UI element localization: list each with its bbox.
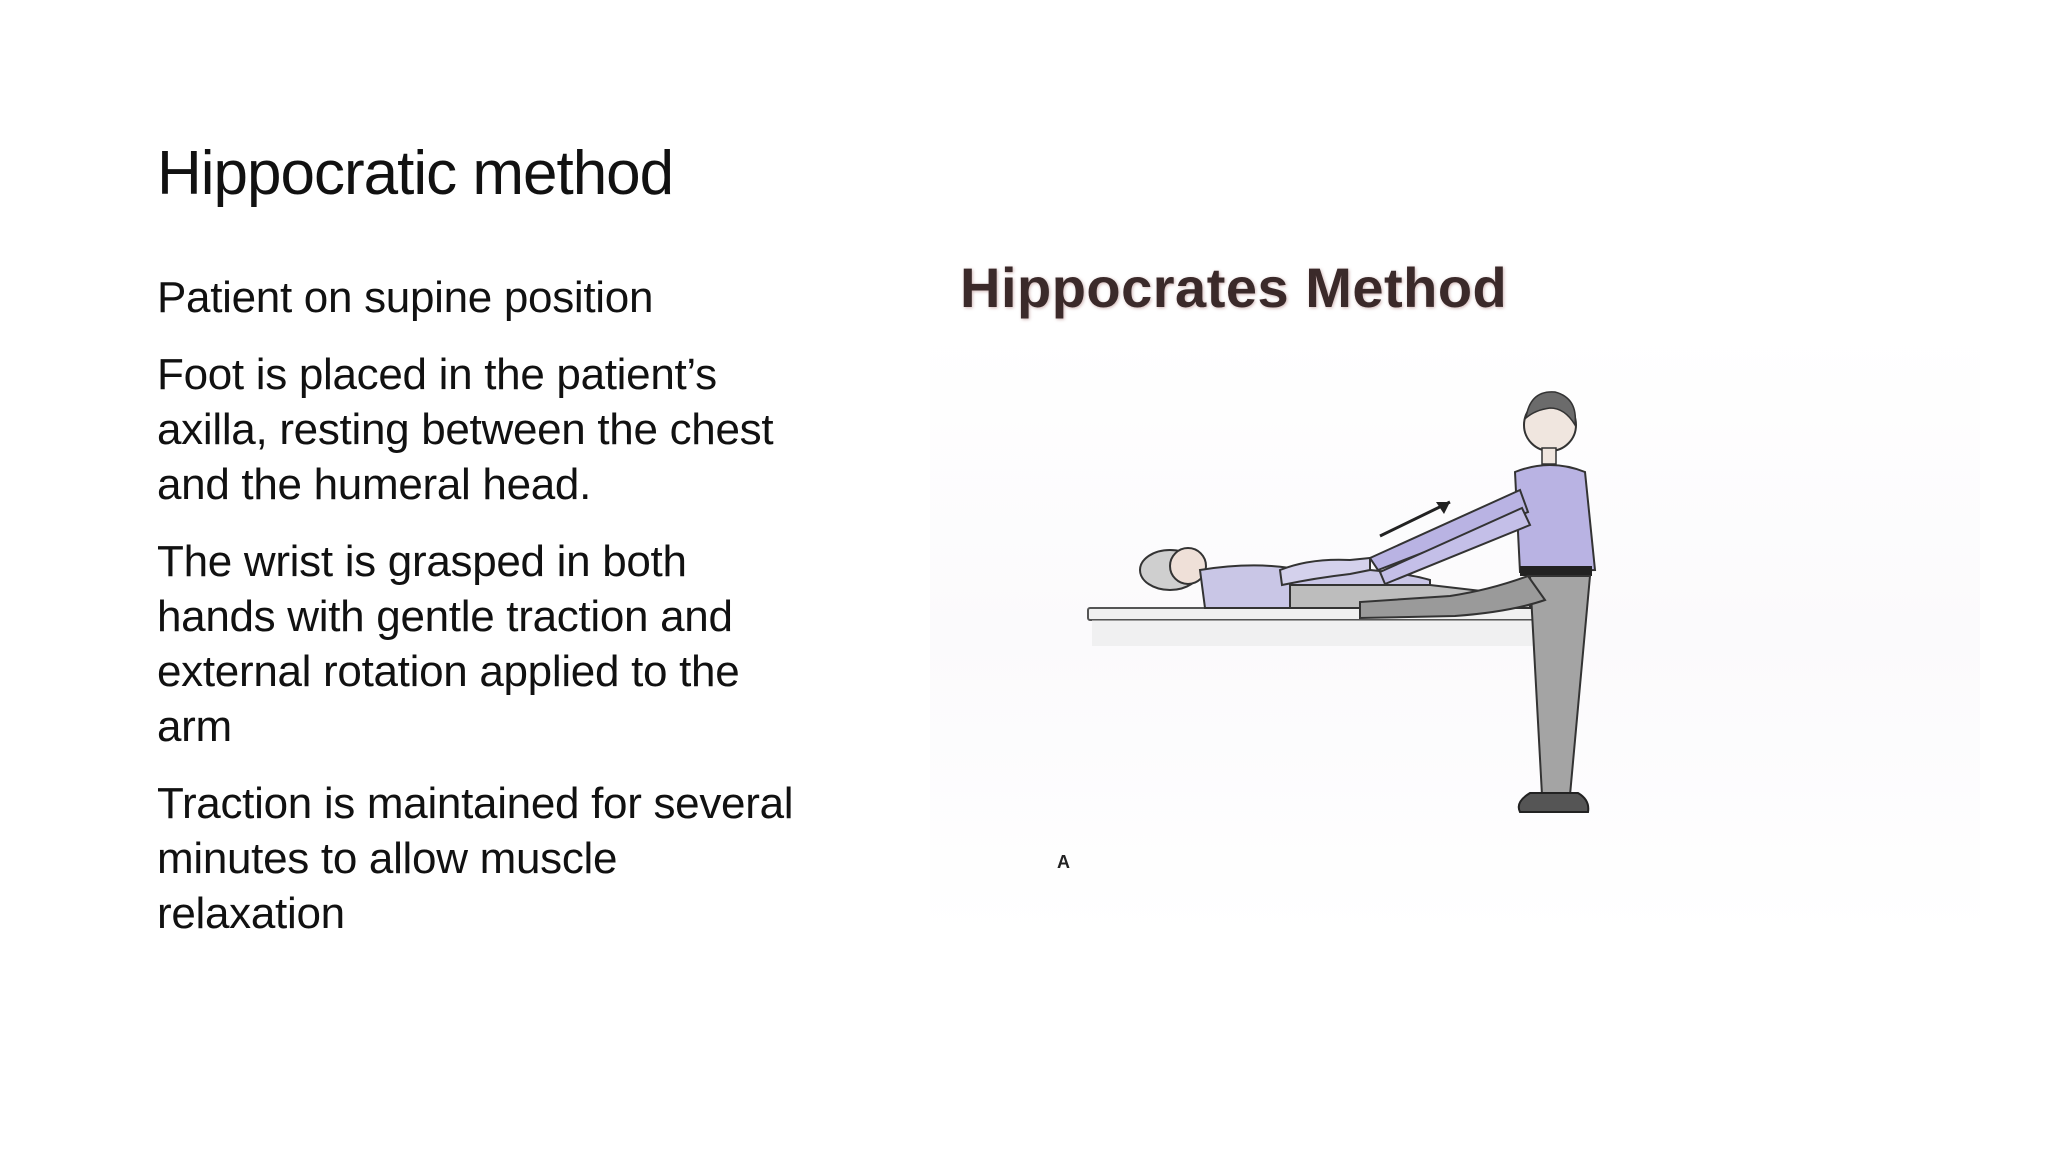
bullet-item: Traction is maintained for several minutes to allow muscle relaxation [157,779,794,938]
bullet-list [157,270,797,963]
bullet-item: Foot is placed in the patient’s axilla, resting between the chest and the humeral head. [157,350,774,509]
hippocrates-method-illustration [930,240,1980,940]
figure-title: Hippocrates Method [960,256,1508,319]
bullet-item: The wrist is grasped in both hands with gentle traction and external rotation applied to the arm [157,537,740,751]
panel-letter: A [1057,852,1070,872]
doctor-figure [1360,392,1595,812]
slide-title: Hippocratic method [157,139,674,208]
bullet-item: Patient on supine position [157,273,654,322]
illustration-figure [930,240,1980,940]
